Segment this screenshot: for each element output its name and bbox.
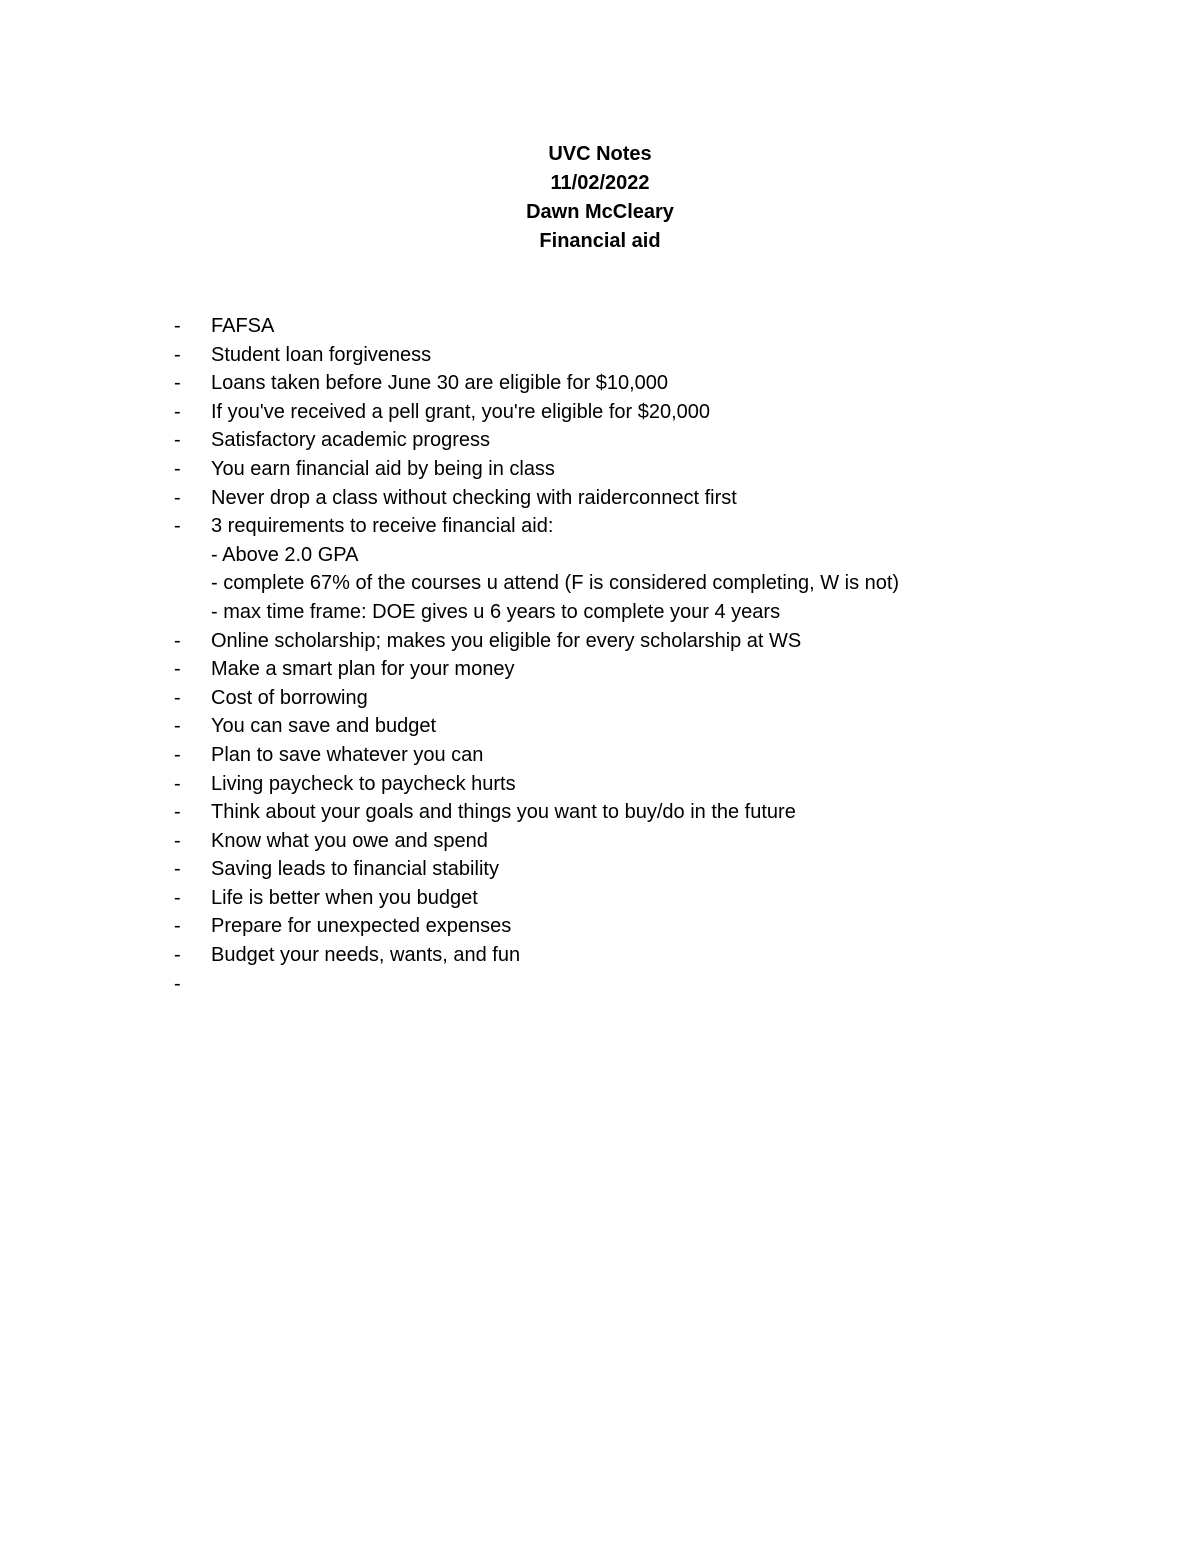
list-item-text: 3 requirements to receive financial aid: [211, 515, 554, 538]
list-item-text: - complete 67% of the courses u attend (F is considered completing, W is not) [211, 572, 900, 595]
bullet-dash: - [174, 629, 181, 652]
bullet-dash: - [174, 457, 181, 480]
list-item-text: Prepare for unexpected expenses [211, 915, 512, 938]
list-item-text: Life is better when you budget [211, 886, 478, 909]
bullet-dash: - [174, 343, 181, 366]
sub-list-item [0, 569, 1200, 598]
list-item [0, 827, 1200, 856]
list-item [0, 684, 1200, 713]
list-item [0, 655, 1200, 684]
list-item [0, 627, 1200, 656]
list-item-text: - Above 2.0 GPA [211, 543, 359, 566]
list-item-text: Living paycheck to paycheck hurts [211, 772, 516, 795]
list-item-text: Loans taken before June 30 are eligible for $10,000 [211, 372, 669, 395]
list-item [0, 426, 1200, 455]
bullet-dash: - [174, 315, 181, 337]
list-item-text: Cost of borrowing [211, 686, 368, 709]
bullet-dash: - [174, 715, 181, 738]
list-item [0, 512, 1200, 541]
list-item-text: Never drop a class without checking with raiderconnect first [211, 486, 737, 509]
bullet-dash: - [174, 915, 181, 938]
sub-list-item [0, 598, 1200, 627]
list-item-text: Satisfactory academic progress [211, 429, 491, 452]
list-item [0, 398, 1200, 427]
bullet-dash: - [174, 658, 181, 681]
list-item-text: Student loan forgiveness [211, 343, 432, 366]
bullet-dash: - [174, 829, 181, 852]
bullet-dash: - [174, 886, 181, 909]
list-item [0, 770, 1200, 799]
list-item-text: Plan to save whatever you can [211, 743, 484, 766]
list-item [0, 970, 1200, 999]
list-item [0, 712, 1200, 741]
bullet-dash: - [174, 686, 181, 709]
bullet-dash: - [174, 429, 181, 452]
bullet-dash: - [174, 743, 181, 766]
bullet-dash: - [174, 400, 181, 423]
bullet-dash: - [174, 772, 181, 795]
list-item-text: You earn financial aid by being in class [211, 457, 555, 480]
list-item [0, 941, 1200, 970]
list-item [0, 455, 1200, 484]
list-item-text: Know what you owe and spend [211, 829, 488, 852]
list-item [0, 912, 1200, 941]
document-title: UVC Notes [548, 143, 652, 165]
bullet-dash: - [174, 515, 181, 538]
list-item-text: Think about your goals and things you want to buy/do in the future [211, 801, 796, 824]
list-item [0, 884, 1200, 913]
list-item-text: Saving leads to financial stability [211, 858, 499, 881]
document-date: 11/02/2022 [550, 172, 650, 194]
list-item [0, 369, 1200, 398]
document-topic: Financial aid [539, 230, 661, 252]
bullet-dash: - [174, 486, 181, 509]
list-item-text: FAFSA [211, 315, 275, 337]
list-item-text: If you've received a pell grant, you're eligible for $20,000 [211, 400, 711, 423]
bullet-dash: - [174, 944, 181, 967]
list-item [0, 741, 1200, 770]
notes-list [0, 312, 1200, 998]
presenter-name: Dawn McCleary [526, 201, 674, 223]
list-item-text: You can save and budget [211, 715, 437, 738]
bullet-dash: - [174, 858, 181, 881]
bullet-dash: - [174, 972, 181, 995]
list-item [0, 855, 1200, 884]
list-item-text: Online scholarship; makes you eligible for every scholarship at WS [211, 629, 802, 652]
sub-list-item [0, 541, 1200, 570]
list-item [0, 312, 1200, 341]
list-item-text: Make a smart plan for your money [211, 658, 515, 681]
bullet-dash: - [174, 801, 181, 824]
bullet-dash: - [174, 372, 181, 395]
document-header [0, 140, 1200, 256]
list-item [0, 341, 1200, 370]
list-item-text: Budget your needs, wants, and fun [211, 944, 521, 967]
list-item [0, 798, 1200, 827]
list-item-text: - max time frame: DOE gives u 6 years to complete your 4 years [211, 600, 781, 623]
list-item [0, 484, 1200, 513]
